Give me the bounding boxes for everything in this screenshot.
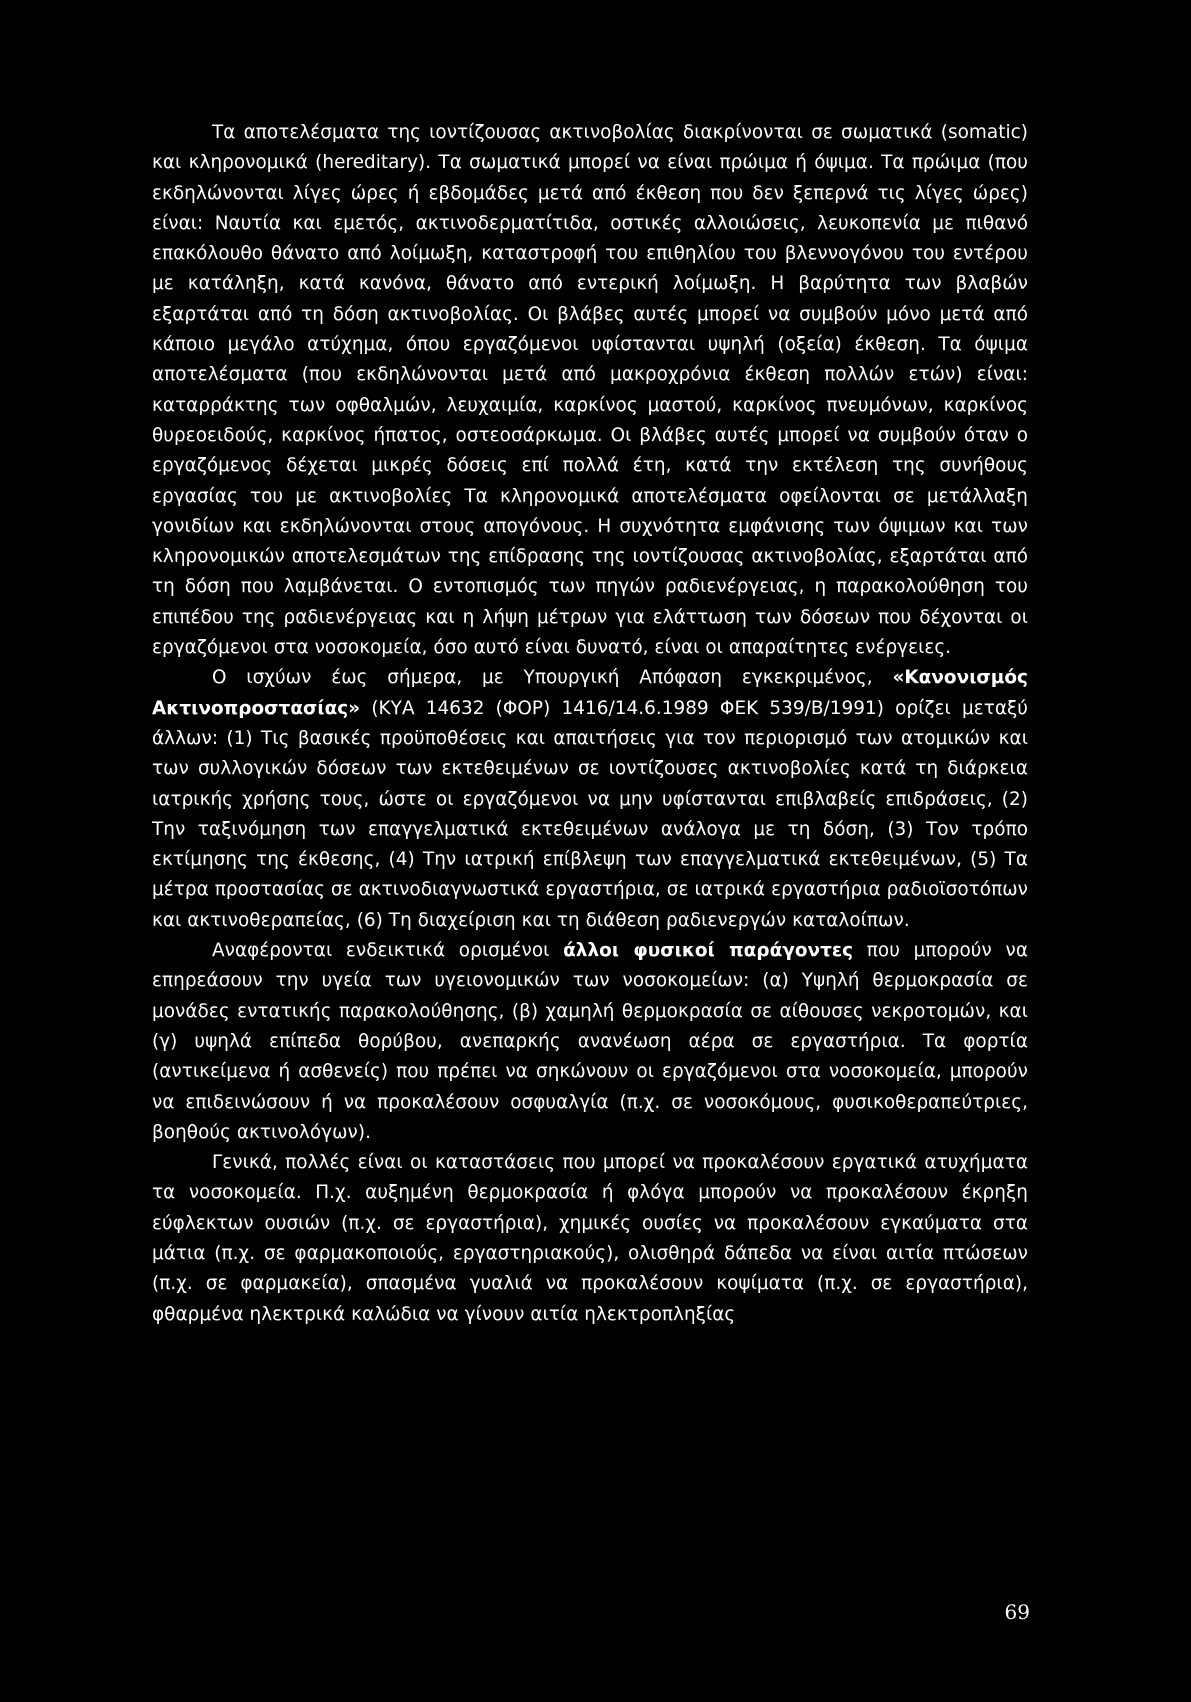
- paragraph-radiation-regulation: [152, 663, 1028, 936]
- paragraph-radiation-regulation-body: (ΚΥΑ 14632 (ΦΟΡ) 1416/14.6.1989 ΦΕΚ 539/Β/1991) ορίζει μεταξύ άλλων: (1) Τις βασικές προϋποθέσεις και απαιτήσεις για τον περιορισμό των ατομικών και των συλλογικών δόσεων των εκτεθειμένων σε ιοντίζουσες ακτινοβολίες κατά τη διάρκεια ιατρικής χρήσης τους, ώστε οι εργαζόμενοι να μην υφίστανται επιβλαβείς επιδράσεις, (2) Την ταξινόμηση των επαγγελματικά εκτεθειμένων ανάλογα με τη δόση, (3) Τον τρόπο εκτίμησης της έκθεσης, (4) Την ιατρική επίβλεψη των επαγγελματικά εκτεθειμένων, (5) Τα μέτρα προστασίας σε ακτινοδιαγνωστικά εργαστήρια, σε ιατρικά εργαστήρια ραδιοϊσοτόπων και ακτινοθεραπείας, (6) Τη διαχείριση και τη διάθεση ραδιενεργών καταλοίπων.: [152, 697, 1028, 931]
- paragraph-workplace-accidents: Γενικά, πολλές είναι οι καταστάσεις που μπορεί να προκαλέσουν εργατικά ατυχήματα τα νοσοκομεία. Π.χ. αυξημένη θερμοκρασία ή φλόγα μπορούν να προκαλέσουν έκρηξη εύφλεκτων ουσιών (π.χ. σε εργαστήρια), χημικές ουσίες να προκαλέσουν εγκαύματα στα μάτια (π.χ. σε φαρμακοποιούς, εργαστηριακούς), ολισθηρά δάπεδα να είναι αιτία πτώσεων (π.χ. σε φαρμακεία), σπασμένα γυαλιά να προκαλέσουν κοψίματα (π.χ. σε εργαστήρια), φθαρμένα ηλεκτρικά καλώδια να γίνουν αιτία ηλεκτροπληξίας: [152, 1152, 1028, 1325]
- paragraph-other-physical-factors-intro: Αναφέρονται ενδεικτικά ορισμένοι: [212, 940, 564, 962]
- paragraph-radiation-regulation-intro: Ο ισχύων έως σήμερα, με Υπουργική Απόφαση εγκεκριμένος,: [212, 667, 893, 689]
- paragraph-radiation-effects: Τα αποτελέσματα της ιοντίζουσας ακτινοβολίας διακρίνονται σε σωματικά (somatic) και κληρονομικά (hereditary). Τα σωματικά μπορεί να είναι πρώιμα ή όψιμα. Τα πρώιμα (που εκδηλώνονται λίγες ώρες ή εβδομάδες μετά από έκθεση που δεν ξεπερνά τις λίγες ώρες) είναι: Ναυτία και εμετός, ακτινοδερματίτιδα, οστικές αλλοιώσεις, λευκοπενία με πιθανό επακόλουθο θάνατο από λοίμωξη, καταστροφή του επιθηλίου του βλεννογόνου του εντέρου με κατάληξη, κατά κανόνα, θάνατο από εντερική λοίμωξη. Η βαρύτητα των βλαβών εξαρτάται από τη δόση ακτινοβολίας. Οι βλάβες αυτές μπορεί να συμβούν μόνο μετά από κάποιο μεγάλο ατύχημα, όπου εργαζόμενοι υφίστανται υψηλή (οξεία) έκθεση. Τα όψιμα αποτελέσματα (που εκδηλώνονται μετά από μακροχρόνια έκθεση πολλών ετών) είναι: καταρράκτης των οφθαλμών, λευχαιμία, καρκίνος μαστού, καρκίνος πνευμόνων, καρκίνος θυρεοειδούς, καρκίνος ήπατος, οστεοσάρκωμα. Οι βλάβες αυτές μπορεί να συμβούν όταν ο εργαζόμενος δέχεται μικρές δόσεις επί πολλά έτη, κατά την εκτέλεση της συνήθους εργασίας του με ακτινοβολίες Τα κληρονομικά αποτελέσματα οφείλονται σε μετάλλαξη γονιδίων και εκδηλώνονται στους απογόνους. Η συχνότητα εμφάνισης των όψιμων και των κληρονομικών αποτελεσμάτων της επίδρασης της ιοντίζουσας ακτινοβολίας, εξαρτάται από τη δόση που λαμβάνεται. Ο εντοπισμός των πηγών ραδιενέργειας, η παρακολούθηση του επιπέδου της ραδιενέργειας και η λήψη μέτρων για ελάττωση των δόσεων που δέχονται οι εργαζόμενοι στα νοσοκομεία, όσο αυτό είναι δυνατό, είναι οι απαραίτητες ενέργειες.: [152, 122, 1028, 659]
- page-number: 69: [1004, 1600, 1030, 1624]
- body-text: [152, 118, 1028, 1330]
- paragraph-other-physical-factors: [152, 936, 1028, 1148]
- other-physical-factors-bold: άλλοι φυσικοί παράγοντες: [563, 940, 854, 962]
- regulation-title-bold: «Κανονισμός Ακτινοπροστασίας»: [152, 667, 1028, 719]
- paragraph-other-physical-factors-body: που μπορούν να επηρεάσουν την υγεία των υγειονομικών των νοσοκομείων: (α) Υψηλή θερμοκρασία σε μονάδες εντατικής παρακολούθησης, (β) χαμηλή θερμοκρασία σε αίθουσες νεκροτομών, και (γ) υψηλά επίπεδα θορύβου, ανεπαρκής ανανέωση αέρα σε εργαστήρια. Τα φορτία (αντικείμενα ή ασθενείς) που πρέπει να σηκώνουν οι εργαζόμενοι στα νοσοκομεία, μπορούν να επιδεινώσουν ή να προκαλέσουν οσφυαλγία (π.χ. σε νοσοκόμους, φυσικοθεραπεύτριες, βοηθούς ακτινολόγων).: [152, 940, 1028, 1143]
